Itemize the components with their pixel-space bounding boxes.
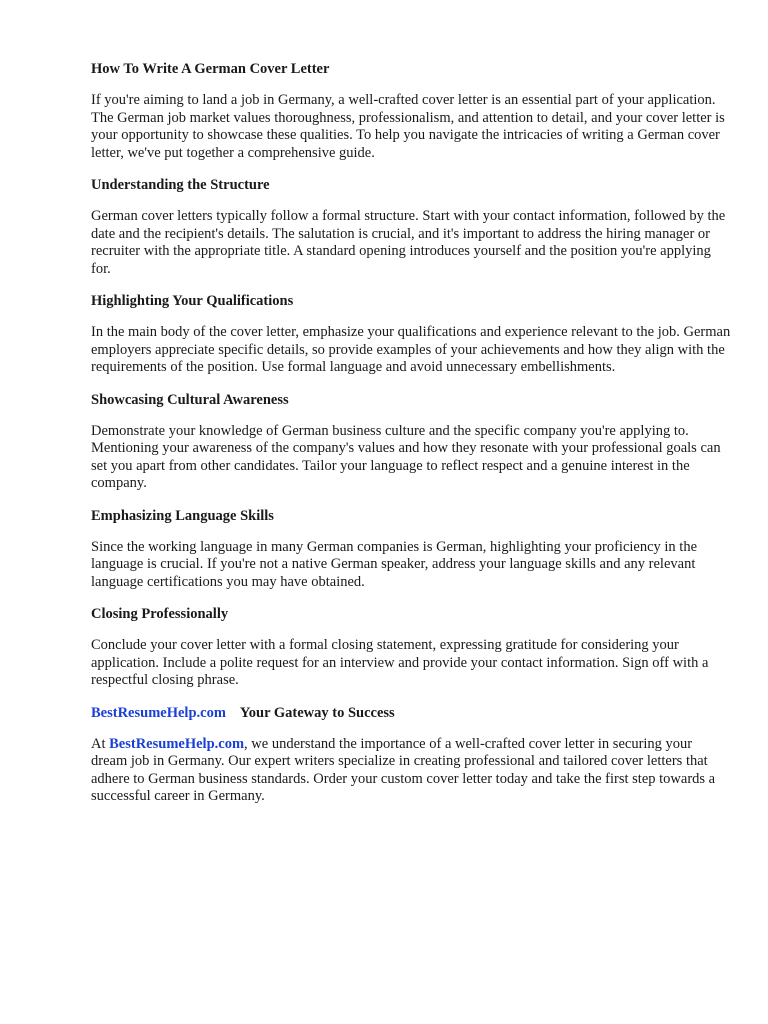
brand-paragraph-prefix: At	[91, 735, 110, 752]
brand-heading	[91, 704, 731, 722]
section-body-language: Since the working language in many German companies is German, highlighting your proficiency in the language is crucial. If you're not a native German speaker, address your language skills and any relevant language certifications you may have obtained.	[91, 538, 698, 590]
section-body-structure: German cover letters typically follow a formal structure. Start with your contact information, followed by the date and the recipient's details. The salutation is crucial, and it's important to address the hiring manager or recruiter with the appropriate title. A standard opening introduces yourself and the position you're applying for.	[91, 208, 726, 277]
section-heading-closing: Closing Professionally	[91, 606, 229, 622]
brand-tagline: Your Gateway to Success	[239, 704, 395, 721]
section-heading-structure: Understanding the Structure	[91, 177, 270, 193]
document-page	[91, 60, 731, 820]
section-body-cultural: Demonstrate your knowledge of German business culture and the specific company you're applying to. Mentioning your awareness of the company's values and how they resonate with your professional goals can set you apart from other candidates. Tailor your language to reflect respect and a genuine interest in the company.	[91, 422, 721, 491]
brand-heading-link[interactable]: BestResumeHelp.com	[91, 704, 226, 721]
section-heading-qualifications: Highlighting Your Qualifications	[91, 293, 294, 309]
section-body-qualifications: In the main body of the cover letter, emphasize your qualifications and experience relevant to the job. German employers appreciate specific details, so provide examples of your achievements and how they align with the requirements of the position. Use formal language and avoid unnecessary embellishments.	[91, 324, 731, 375]
document-title: How To Write A German Cover Letter	[91, 61, 330, 77]
brand-paragraph-link[interactable]: BestResumeHelp.com	[109, 735, 245, 752]
section-heading-language: Emphasizing Language Skills	[91, 507, 274, 524]
intro-paragraph: If you're aiming to land a job in Germany, a well-crafted cover letter is an essential part of your application. The German job market values thoroughness, professionalism, and attention to detail, and your cover letter is your opportunity to showcase these qualities. To help you navigate the intricacies of writing a German cover letter, we've put together a comprehensive guide.	[91, 92, 725, 161]
section-body-closing: Conclude your cover letter with a formal closing statement, expressing gratitude for considering your application. Include a polite request for an interview and provide your contact information. Sign off with a respectful closing phrase.	[91, 637, 709, 688]
section-heading-cultural: Showcasing Cultural Awareness	[91, 391, 289, 408]
brand-paragraph	[91, 736, 731, 806]
brand-paragraph-rest: , we understand the importance of a well-crafted cover letter in securing your dream job in Germany. Our expert writers specialize in creating professional and tailored cover letters that adhere to German business standards. Order your custom cover letter today and take the first step towards a successful career in Germany.	[91, 735, 716, 804]
